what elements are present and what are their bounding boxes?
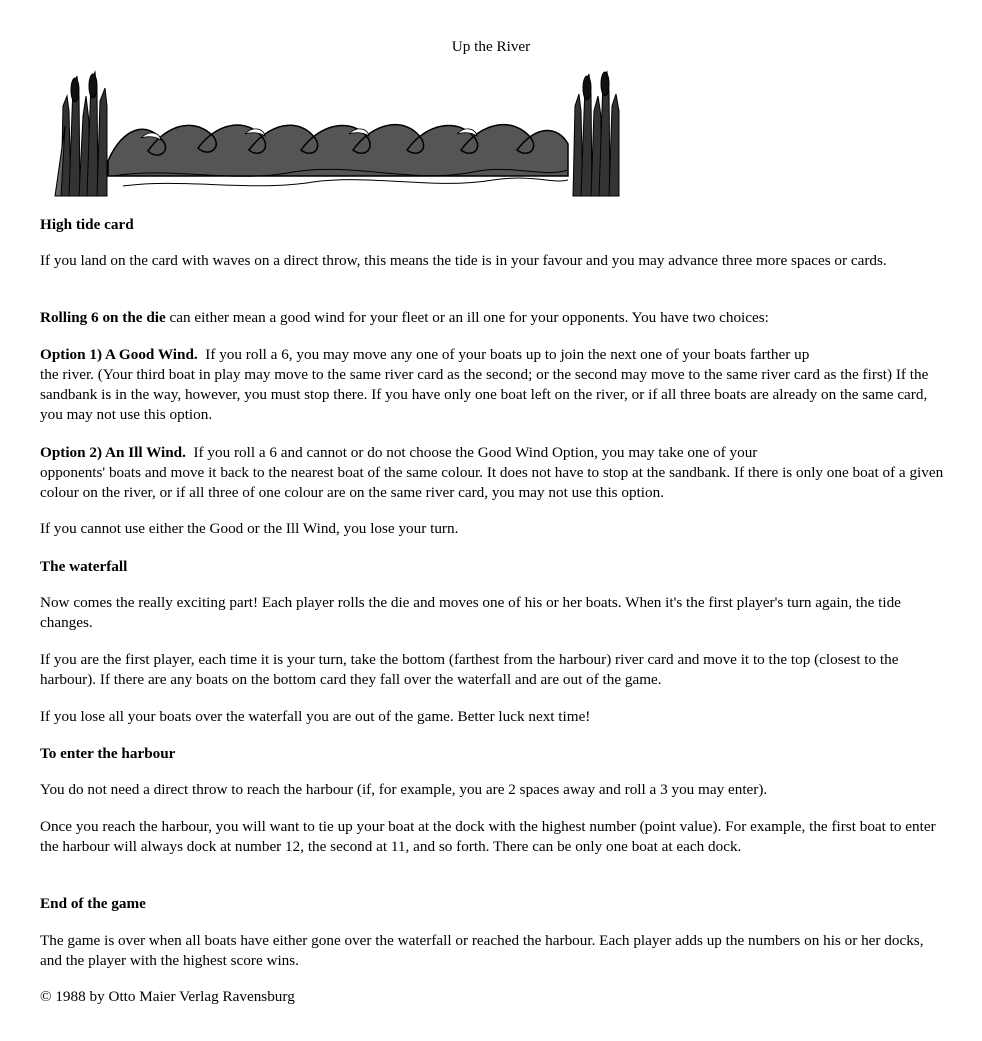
harbour-p2: Once you reach the harbour, you will want to tie up your boat at the dock with the highest number (point value). For example, the first boat to enter the harbour will always dock at number 12, the second at 11, and so forth. There can be only one boat at each dock. — [40, 818, 936, 855]
option2-lead: Option 2) An Ill Wind. — [40, 444, 186, 461]
rolling-text: can either mean a good wind for your fleet or an ill one for your opponents. You have two choices: — [165, 309, 769, 326]
rolling-lead: Rolling 6 on the die — [40, 309, 166, 326]
cannot-use-text: If you cannot use either the Good or the Ill Wind, you lose your turn. — [40, 520, 459, 537]
waterfall-heading: The waterfall — [40, 558, 128, 575]
option2-paragraph — [40, 443, 948, 503]
option1-rest: the river. (Your third boat in play may move to the same river card as the second; or the second may move to the same river card as the first) If the sandbank is in the way, however, you must stop there. If you have only one boat left on the river, or if all three boats are already on the same card, you may not use this option. — [40, 366, 929, 423]
waterfall-p1: Now comes the really exciting part! Each player rolls the die and moves one of his or her boats. When it's the first player's turn again, the tide changes. — [40, 594, 901, 631]
rolling-paragraph — [40, 308, 948, 328]
high-tide-text: If you land on the card with waves on a direct throw, this means the tide is in your favour and you may advance three more spaces or cards. — [40, 252, 887, 269]
waves-and-reeds-illustration — [53, 66, 621, 198]
page-title: Up the River — [451, 38, 531, 55]
option1-line1: If you roll a 6, you may move any one of your boats up to join the next one of your boats farther up — [197, 346, 810, 363]
waterfall-p3: If you lose all your boats over the waterfall you are out of the game. Better luck next time! — [40, 708, 591, 725]
left-reeds-icon — [55, 72, 107, 196]
option1-paragraph — [40, 345, 948, 425]
end-p1: The game is over when all boats have either gone over the waterfall or reached the harbour. Each player adds up the numbers on his or her docks, and the player with the highest score wins. — [40, 932, 924, 969]
option2-rest: opponents' boats and move it back to the nearest boat of the same colour. It does not have to stop at the sandbank. If there is only one boat of a given colour on the river, or if all three of one colour are on the same river card, you may not use this option. — [40, 464, 944, 501]
waterfall-p2: If you are the first player, each time it is your turn, take the bottom (farthest from the harbour) river card and move it to the top (closest to the harbour). If there are any boats on the bottom card they fall over the waterfall and are out of the game. — [40, 651, 899, 688]
copyright-text: © 1988 by Otto Maier Verlag Ravensburg — [40, 988, 295, 1005]
end-heading: End of the game — [40, 895, 146, 912]
option1-lead: Option 1) A Good Wind. — [40, 346, 198, 363]
option2-line1: If you roll a 6 and cannot or do not choose the Good Wind Option, you may take one of your — [185, 444, 758, 461]
high-tide-heading: High tide card — [40, 216, 134, 233]
waves-icon — [108, 125, 568, 176]
harbour-heading: To enter the harbour — [40, 745, 176, 762]
right-reeds-icon — [573, 72, 619, 196]
harbour-p1: You do not need a direct throw to reach the harbour (if, for example, you are 2 spaces away and roll a 3 you may enter). — [40, 781, 768, 798]
